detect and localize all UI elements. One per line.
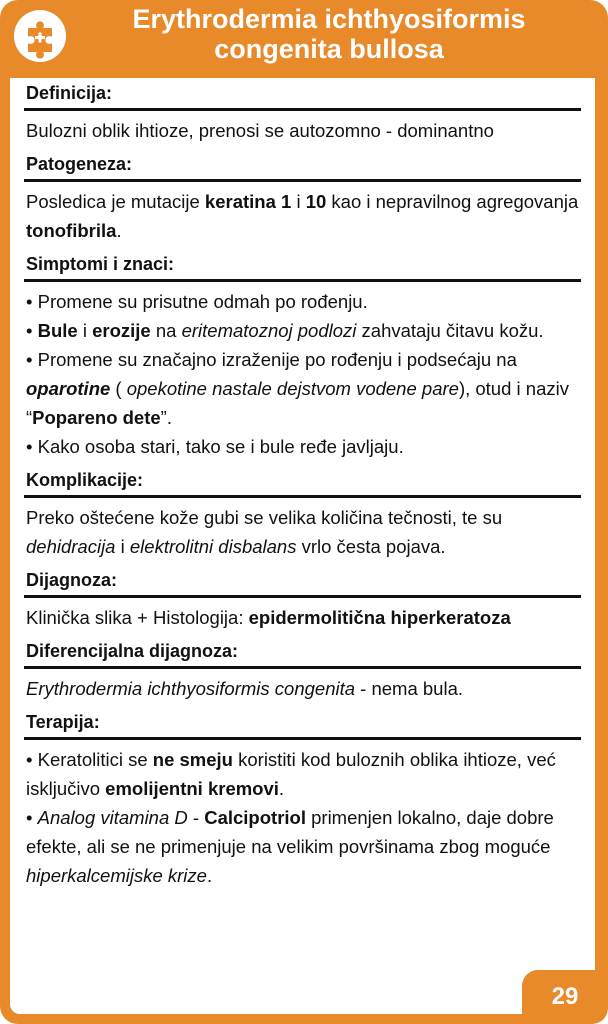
text-run: i: [77, 320, 93, 341]
paragraph: [26, 187, 581, 245]
section-heading: Simptomi i znaci:: [24, 249, 581, 282]
text-run: Bulozni oblik ihtioze, prenosi se autozomno - dominantno: [26, 120, 494, 141]
text-run-wrapper: [26, 378, 110, 399]
section-heading: Patogeneza:: [24, 149, 581, 182]
text-run: kao i nepravilnog agregovanja: [326, 191, 579, 212]
section-heading: Definicija:: [24, 78, 581, 111]
text-run: • Keratolitici se: [26, 749, 153, 770]
text-run: dehidracija: [26, 536, 116, 557]
paragraph: [26, 603, 581, 632]
text-run: vrlo česta pojava.: [296, 536, 446, 557]
text-run: zahvataju čitavu kožu.: [356, 320, 544, 341]
text-run: .: [206, 865, 213, 886]
text-run: Popareno dete: [32, 407, 161, 428]
paragraph: [26, 116, 581, 145]
text-run: erozije: [92, 320, 151, 341]
text-run: .: [278, 778, 285, 799]
paragraph: [26, 345, 581, 432]
text-run: • Promene su značajno izraženije po rođenju i podsećaju na: [26, 349, 517, 370]
section-heading: Diferencijalna dijagnoza:: [24, 636, 581, 669]
paragraph: [26, 503, 581, 561]
title-line-1: Erythrodermia ichthyosiformis: [132, 4, 526, 34]
section-body: [24, 111, 581, 149]
paragraph: [26, 287, 581, 316]
text-run: eritematoznoj podlozi: [181, 320, 357, 341]
section-heading: Dijagnoza:: [24, 565, 581, 598]
text-run: Analog vitamina D: [37, 807, 188, 828]
text-run: •: [26, 320, 38, 341]
paragraph: [26, 745, 581, 803]
section-body: [24, 282, 581, 465]
text-run: Preko oštećene kože gubi se velika količina tečnosti, te su: [26, 507, 503, 528]
text-run: keratina 1: [204, 191, 292, 212]
text-run: na: [150, 320, 182, 341]
text-run: emolijentni kremovi: [105, 778, 279, 799]
text-run: - nema bula.: [355, 678, 464, 699]
section-heading: Komplikacije:: [24, 465, 581, 498]
section-body: [24, 182, 581, 249]
text-run: koristiti kod buloznih oblika ihtioze, već isključivo: [26, 749, 556, 799]
text-run: ”.: [160, 407, 172, 428]
puzzle-plus-icon: [14, 10, 66, 62]
paragraph: [26, 432, 581, 461]
text-run: ), otud i naziv “: [26, 378, 569, 428]
page-number-badge: 29: [522, 970, 608, 1024]
text-run: • Promene su prisutne odmah po rođenju.: [26, 291, 368, 312]
text-run: tonofibrila: [26, 220, 117, 241]
paragraph: [26, 316, 581, 345]
text-run: Klinička slika + Histologija:: [26, 607, 249, 628]
paragraph: [26, 803, 581, 890]
text-run: ne smeju: [152, 749, 233, 770]
section-heading: Terapija:: [24, 707, 581, 740]
page-title: [70, 4, 588, 64]
text-run: opekotine nastale dejstvom vodene pare: [126, 378, 459, 399]
text-run: Erythrodermia ichthyosiformis congenita: [26, 678, 356, 699]
text-run: Calcipotriol: [204, 807, 306, 828]
paragraph: [26, 674, 581, 703]
text-run: epidermolitična hiperkeratoza: [248, 607, 511, 628]
header: [0, 0, 608, 78]
text-run: •: [26, 807, 38, 828]
text-run: hiperkalcemijske krize: [26, 865, 207, 886]
text-run: (: [110, 378, 127, 399]
section-body: [24, 598, 581, 636]
text-run: primenjen lokalno, daje dobre efekte, ali se ne primenjuje na velikim površinama zbog moguće: [26, 807, 554, 857]
content-panel: [10, 78, 595, 1014]
title-line-2: congenita bullosa: [214, 34, 444, 64]
text-run: elektrolitni disbalans: [129, 536, 297, 557]
text-run: • Kako osoba stari, tako se i bule ređe javljaju.: [26, 436, 404, 457]
text-run: i: [291, 191, 306, 212]
section-body: [24, 498, 581, 565]
text-run: .: [116, 220, 122, 241]
text-run: oparotine: [26, 378, 111, 399]
text-run: 10: [305, 191, 327, 212]
section-body: [24, 669, 581, 707]
section-body: [24, 740, 581, 894]
text-run: Posledica je mutacije: [26, 191, 205, 212]
text-run: i: [115, 536, 130, 557]
text-run: Bule: [37, 320, 78, 341]
text-run: -: [187, 807, 205, 828]
